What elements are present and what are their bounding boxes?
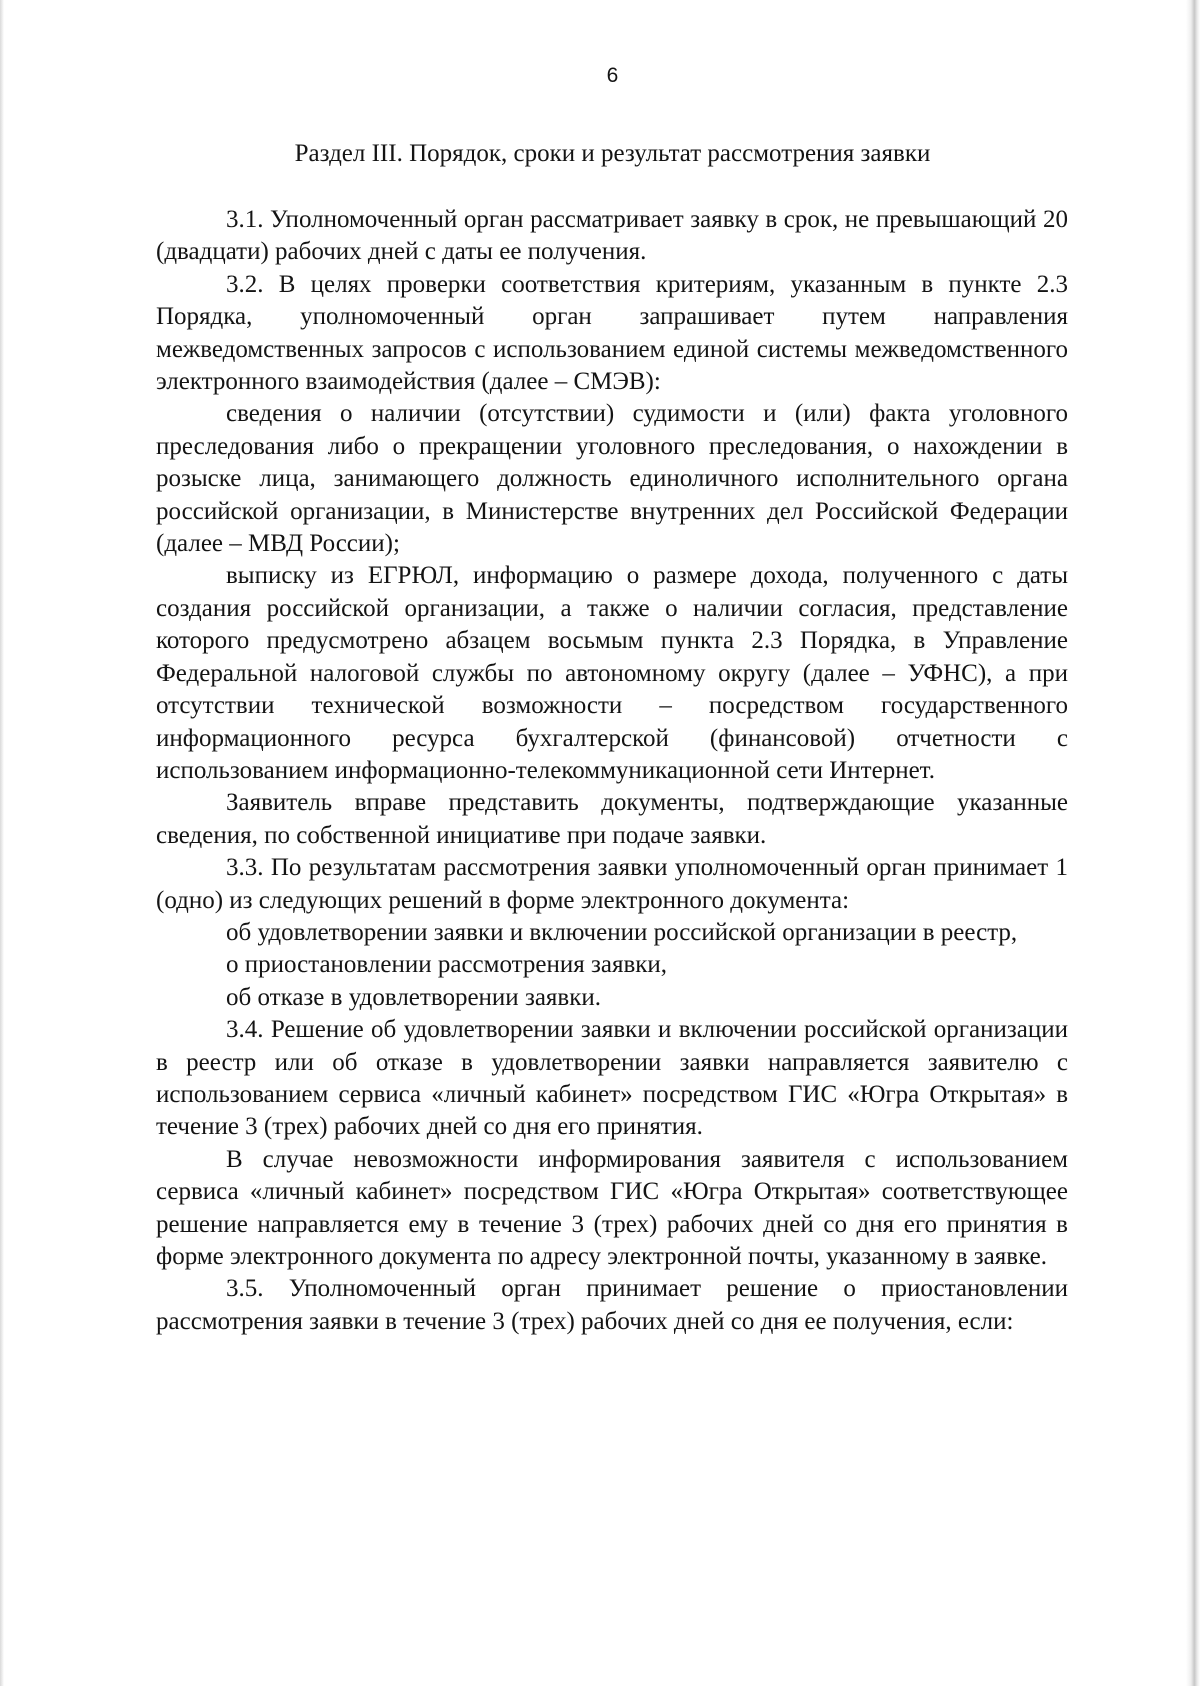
scan-left-edge	[0, 0, 4, 1686]
decision-refuse: об отказе в удовлетворении заявки.	[226, 983, 601, 1011]
paragraph-egrul: выписку из ЕГРЮЛ, информацию о размере дохода, полученного с даты создания российской организации, а также о наличии согласия, представление которого предусмотрено абзацем восьмым пункта 2.3 Порядка, в Управление Федеральной налоговой службы по автономному округу (далее – УФНС), а при отсутствии технической возможности – посредством государственного информационного ресурса бухгалтерской (финансовой) отчетности с использованием информационно-телекоммуникационной сети Интернет.	[156, 562, 1068, 784]
document-body	[156, 204, 1068, 1338]
section-title: Раздел III. Порядок, сроки и результат рассмотрения заявки	[294, 140, 931, 167]
paragraph-criminal-record: сведения о наличии (отсутствии) судимости и (или) факта уголовного преследования либо о прекращении уголовного преследования, о нахождении в розыске лица, занимающего должность единоличного исполнительного органа российской организации, в Министерстве внутренних дел Российской Федерации (далее – МВД России);	[156, 400, 1068, 558]
paragraph-3-2: 3.2. В целях проверки соответствия критериям, указанным в пункте 2.3 Порядка, уполномоченный орган запрашивает путем направления межведомственных запросов с использованием единой системы межведомственного электронного взаимодействия (далее – СМЭВ):	[156, 270, 1068, 396]
decision-approve: об удовлетворении заявки и включении российской организации в реестр,	[226, 918, 1018, 946]
paragraph-applicant-right: Заявитель вправе представить документы, подтверждающие указанные сведения, по собственной инициативе при подаче заявки.	[156, 789, 1068, 849]
scan-right-edge	[1186, 0, 1200, 1686]
decision-suspend: о приостановлении рассмотрения заявки,	[226, 951, 668, 979]
paragraph-3-1: 3.1. Уполномоченный орган рассматривает заявку в срок, не превышающий 20 (двадцати) рабочих дней с даты ее получения.	[156, 206, 1068, 266]
paragraph-email-notice: В случае невозможности информирования заявителя с использованием сервиса «личный кабинет» посредством ГИС «Югра Открытая» соответствующее решение направляется ему в течение 3 (трех) рабочих дней со дня его принятия в форме электронного документа по адресу электронной почты, указанному в заявке.	[156, 1145, 1068, 1270]
page-number: 6	[606, 64, 619, 87]
paragraph-3-4: 3.4. Решение об удовлетворении заявки и включении российской организации в реестр или об отказе в удовлетворении заявки направляется заявителю с использованием сервиса «личный кабинет» посредством ГИС «Югра Открытая» в течение 3 (трех) рабочих дней со дня его принятия.	[156, 1016, 1068, 1141]
paragraph-3-3: 3.3. По результатам рассмотрения заявки уполномоченный орган принимает 1 (одно) из следующих решений в форме электронного документа:	[156, 854, 1068, 914]
paragraph-3-5: 3.5. Уполномоченный орган принимает решение о приостановлении рассмотрения заявки в течение 3 (трех) рабочих дней со дня ее получения, если:	[156, 1275, 1068, 1335]
